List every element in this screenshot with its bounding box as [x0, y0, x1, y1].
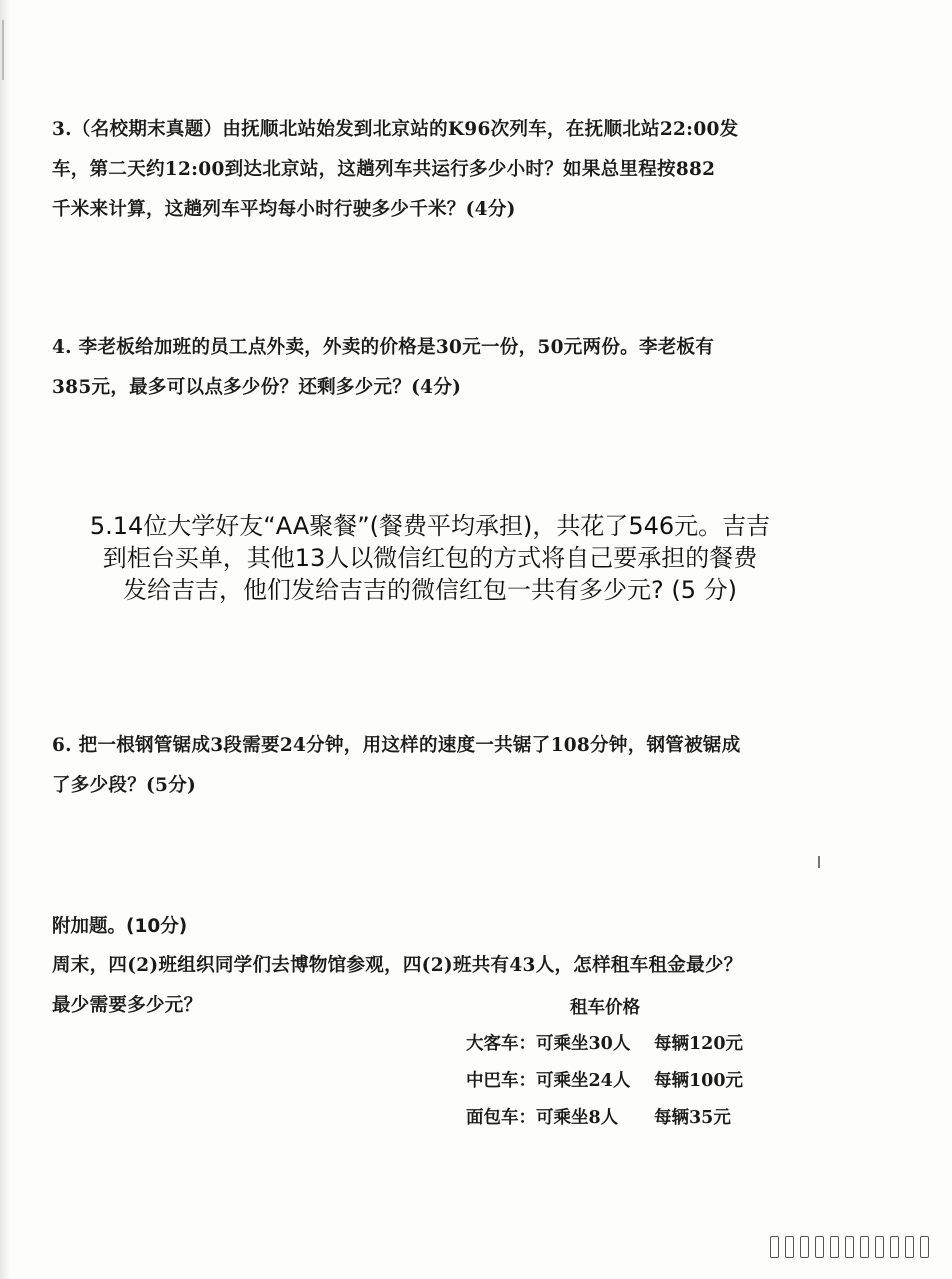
rental-price-table — [466, 990, 766, 1137]
question-4 — [52, 328, 812, 408]
question-3-line-2: 车，第二天约12:00到达北京站，这趟列车共运行多少小时？如果总里程按882 — [52, 159, 716, 180]
bonus-title: 附加题。(10分) — [52, 916, 188, 937]
binding-mark — [875, 1236, 884, 1258]
question-4-line-2: 385元，最多可以点多少份？还剩多少元？(4分) — [52, 377, 462, 398]
price-row-van — [466, 1100, 766, 1137]
question-3-line-1: 3.（名校期末真题）由抚顺北站始发到北京站的K96次列车，在抚顺北站22:00发 — [52, 119, 739, 140]
binding-mark — [770, 1236, 779, 1258]
question-5-line-1: 5.14位大学好友“AA聚餐”(餐费平均承担)，共花了546元。吉吉 — [89, 512, 771, 540]
binding-mark — [845, 1236, 854, 1258]
question-6-line-2: 了多少段？(5分) — [52, 775, 197, 796]
question-5-line-2: 到柜台买单，其他13人以微信红包的方式将自己要承担的餐费 — [102, 544, 758, 572]
question-3-line-3: 千米来计算，这趟列车平均每小时行驶多少千米？(4分) — [52, 199, 516, 220]
bonus-line-2: 最少需要多少元？ — [52, 995, 203, 1016]
question-5-line-3: 发给吉吉，他们发给吉吉的微信红包一共有多少元? (5 分) — [123, 576, 737, 604]
price-row-minibus — [466, 1063, 766, 1100]
page-edge-shadow — [0, 0, 10, 1279]
binding-mark — [800, 1236, 809, 1258]
binding-mark — [785, 1236, 794, 1258]
question-5 — [40, 510, 820, 606]
price-row-vehicle: 面包车：可乘坐8人 — [466, 1108, 619, 1128]
question-6-line-1: 6. 把一根钢管锯成3段需要24分钟，用这样的速度一共锯了108分钟，钢管被锯成 — [52, 735, 741, 756]
binding-mark — [890, 1236, 899, 1258]
bonus-line-1: 周末，四(2)班组织同学们去博物馆参观，四(2)班共有43人，怎样租车租金最少？ — [52, 955, 743, 976]
question-4-line-1: 4. 李老板给加班的员工点外卖，外卖的价格是30元一份，50元两份。李老板有 — [52, 337, 715, 358]
binding-mark — [815, 1236, 824, 1258]
question-6 — [52, 726, 812, 806]
price-row-price: 每辆100元 — [654, 1071, 744, 1091]
price-row-bus — [466, 1026, 766, 1063]
price-row-vehicle: 大客车：可乘坐30人 — [466, 1034, 631, 1054]
binding-mark — [905, 1236, 914, 1258]
price-table-title: 租车价格 — [570, 998, 640, 1018]
binding-mark — [830, 1236, 839, 1258]
question-3 — [52, 110, 812, 230]
binding-mark — [920, 1236, 929, 1258]
price-row-price: 每辆120元 — [654, 1034, 744, 1054]
price-row-price: 每辆35元 — [654, 1108, 731, 1128]
binding-mark — [860, 1236, 869, 1258]
price-row-vehicle: 中巴车：可乘坐24人 — [466, 1071, 631, 1091]
scan-edge-mark — [2, 20, 4, 80]
binding-marks — [770, 1236, 938, 1258]
scan-speck — [818, 856, 820, 868]
